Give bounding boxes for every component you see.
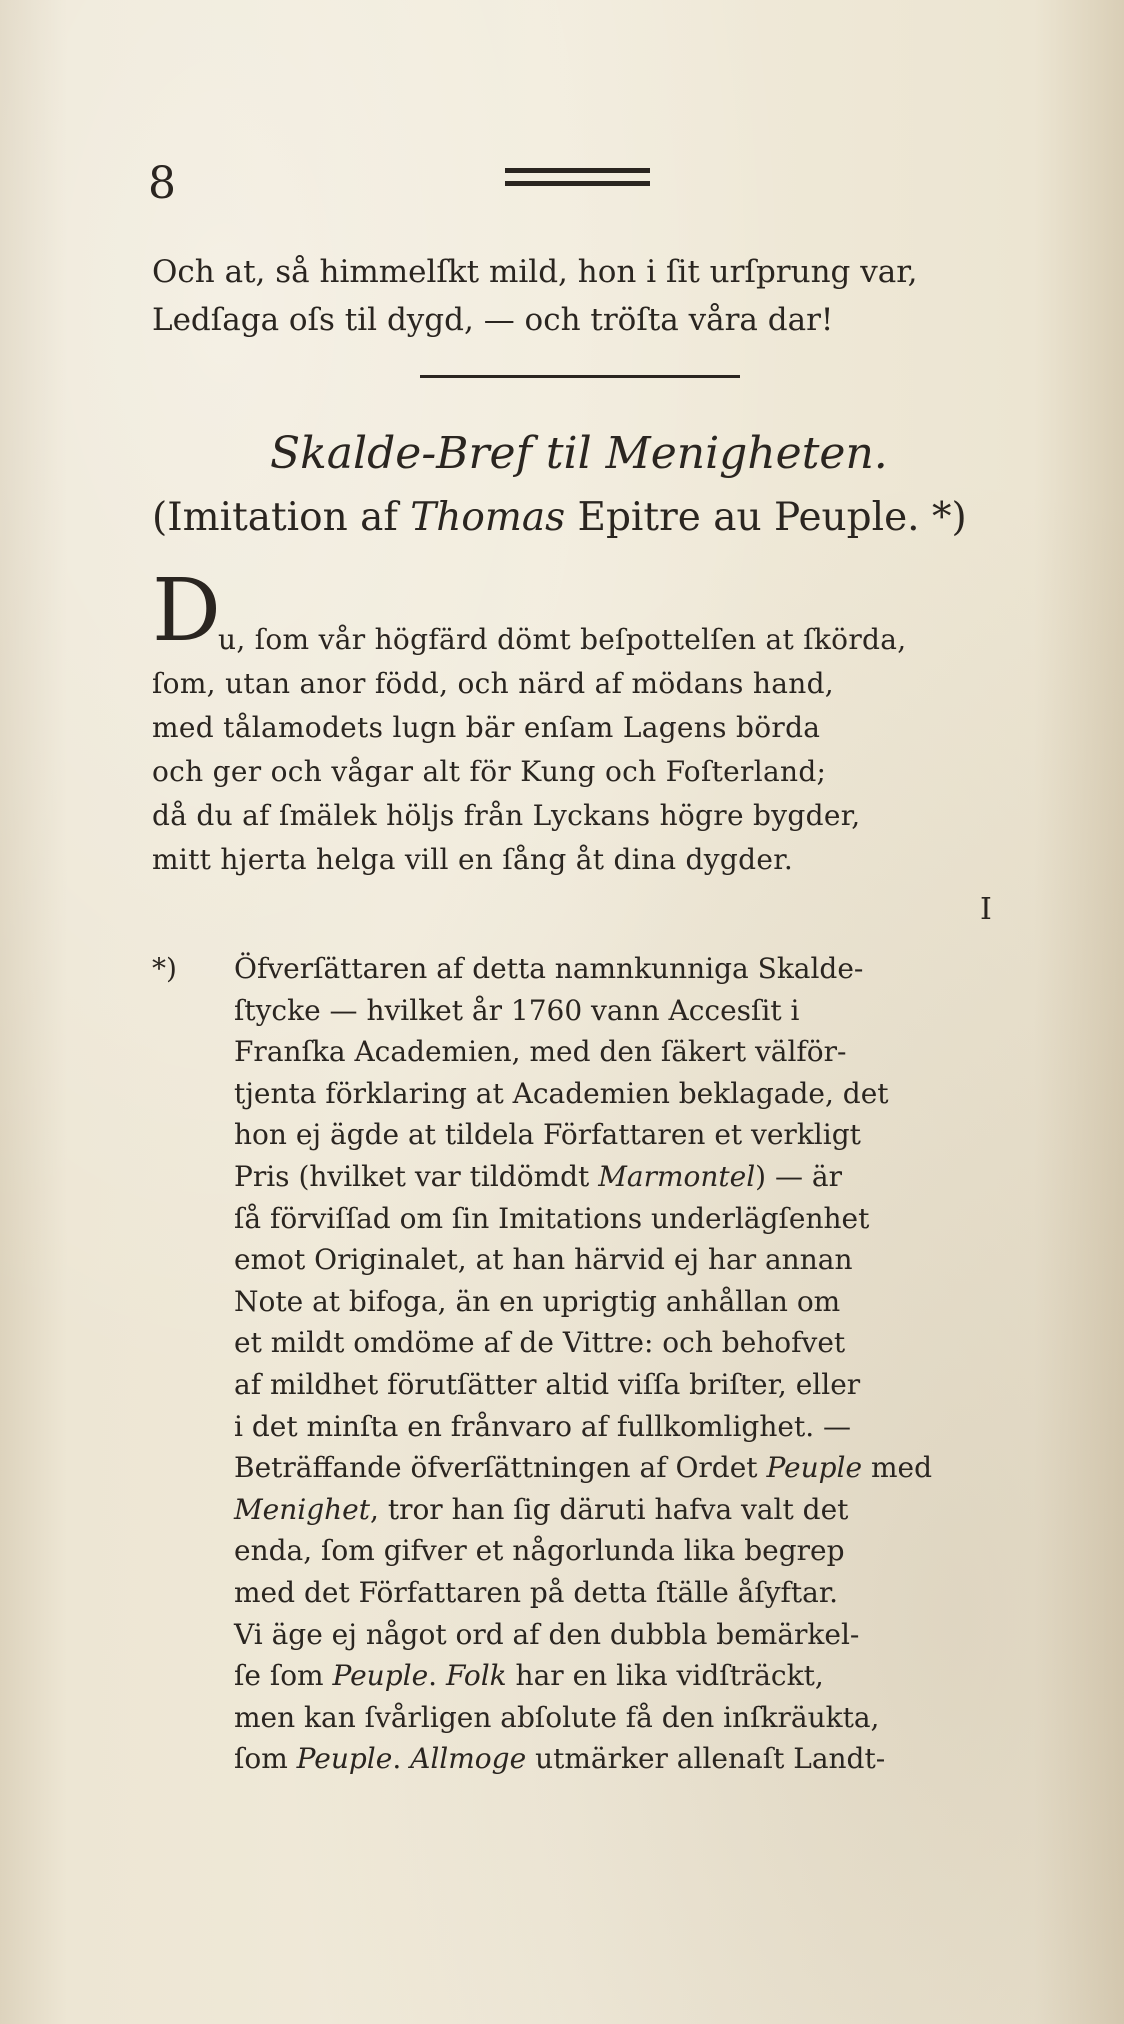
verse-continuation xyxy=(152,248,1032,344)
poem-line: med tålamodets lugn bär enſam Lagens börda xyxy=(152,711,821,744)
footnote-text: ſå förviſſad om ſin Imitations underlägſenhet xyxy=(234,1201,870,1235)
catchword: I xyxy=(980,892,992,927)
footnote-marker: *) xyxy=(152,952,177,985)
footnote-text: har en lika vidſträckt, xyxy=(506,1659,824,1693)
footnote-line xyxy=(152,1614,1022,1656)
footnote-line xyxy=(152,1738,1022,1780)
footnote-line xyxy=(152,1322,1022,1364)
footnote-italic-text: Allmoge xyxy=(410,1742,527,1776)
footnote-line xyxy=(152,990,1022,1032)
footnote-text: af mildhet förutſätter altid viſſa briſter, eller xyxy=(234,1367,861,1401)
drop-cap: D xyxy=(152,561,221,661)
poem-line: då du af ſmälek höljs från Lyckans högre bygder, xyxy=(152,799,861,832)
poem-line: ſom, utan anor född, och närd af mödans hand, xyxy=(152,667,834,700)
footnote-text: utmärker allenaſt Landt- xyxy=(526,1742,886,1776)
poem-subtitle xyxy=(152,495,967,540)
footnote-text: i det minſta en frånvaro af fullkomlighet. — xyxy=(234,1409,852,1443)
footnote-text: ) — är xyxy=(755,1159,842,1193)
footnote-text: Beträffande öfverſättningen af Ordet xyxy=(234,1451,767,1485)
poem-line: u, ſom vår högfärd dömt beſpottelſen at ſkörda, xyxy=(218,623,907,656)
verse-line: Och at, så himmelſkt mild, hon i ſit urſprung var, xyxy=(152,254,918,290)
footnote-line xyxy=(152,1447,1022,1489)
subtitle-text: Epitre au Peuple. *) xyxy=(565,495,967,540)
footnote-italic-text: Folk xyxy=(445,1659,507,1693)
footnote-text: med xyxy=(862,1451,933,1485)
footnote-line xyxy=(152,1655,1022,1697)
footnote-text: Vi äge ej något ord af den dubbla bemärkel- xyxy=(234,1617,860,1651)
footnote xyxy=(152,948,1022,1780)
footnote-line xyxy=(152,1239,1022,1281)
footnote-italic-text: Peuple xyxy=(332,1659,429,1693)
subtitle-author: Thomas xyxy=(410,495,566,540)
footnote-line xyxy=(152,1364,1022,1406)
footnote-italic-text: Peuple xyxy=(766,1451,863,1485)
footnote-line xyxy=(152,1156,1022,1198)
footnote-text: emot Originalet, at han härvid ej har annan xyxy=(234,1243,853,1277)
footnote-italic-text: Menighet xyxy=(234,1492,371,1526)
footnote-line xyxy=(152,948,1022,990)
footnote-line xyxy=(152,1489,1022,1531)
poem-lines xyxy=(152,618,1032,882)
footnote-text: ſe ſom xyxy=(234,1659,333,1693)
footnote-line xyxy=(152,1572,1022,1614)
footnote-line xyxy=(152,1406,1022,1448)
footnote-text: et mildt omdöme af de Vittre: och behofvet xyxy=(234,1326,846,1360)
footnote-text: . xyxy=(392,1742,411,1776)
footnote-text: hon ej ägde at tildela Författaren et verkligt xyxy=(234,1118,861,1152)
footnote-text: men kan ſvårligen abſolute få den inſkräukta, xyxy=(234,1700,880,1734)
footnote-text: Pris (hvilket var tildömdt xyxy=(234,1159,599,1193)
footnote-line xyxy=(152,1697,1022,1739)
page-number: 8 xyxy=(148,158,176,209)
footnote-line xyxy=(152,1031,1022,1073)
footnote-text: . xyxy=(428,1659,446,1693)
poem-line: mitt hjerta helga vill en ſång åt dina dygder. xyxy=(152,843,794,876)
poem-title: Skalde-Bref til Menigheten. xyxy=(270,428,888,479)
footnote-italic-text: Marmontel xyxy=(598,1159,756,1193)
footnote-text: Note at bifoga, än en uprigtig anhållan om xyxy=(234,1284,841,1318)
footnote-text: , tror han ſig däruti hafva valt det xyxy=(370,1492,849,1526)
footnote-italic-text: Peuple xyxy=(296,1742,393,1776)
footnote-text: ſom xyxy=(234,1742,297,1776)
footnote-text: Franſka Academien, med den ſäkert välför- xyxy=(234,1035,847,1069)
footnote-line xyxy=(152,1114,1022,1156)
verse-line: Ledſaga oſs til dygd, — och tröſta våra dar! xyxy=(152,302,834,338)
header-double-rule xyxy=(505,168,650,186)
footnote-line xyxy=(152,1281,1022,1323)
footnote-text: ſtycke — hvilket år 1760 vann Accesſit i xyxy=(234,993,800,1027)
footnote-line xyxy=(152,1530,1022,1572)
footnote-text: med det Författaren på detta ſtälle åſyftar. xyxy=(234,1575,839,1609)
subtitle-text: (Imitation af xyxy=(152,495,411,540)
footnote-line xyxy=(152,1198,1022,1240)
footnote-line xyxy=(152,1073,1022,1115)
poem-line: och ger och vågar alt för Kung och Foſterland; xyxy=(152,755,827,788)
footnote-text: enda, ſom gifver et någorlunda lika begrep xyxy=(234,1534,845,1568)
footnote-text: tjenta förklaring at Academien beklagade, det xyxy=(234,1076,889,1110)
section-divider-rule xyxy=(420,375,740,378)
footnote-text: Öfverſättaren af detta namnkunniga Skalde- xyxy=(234,952,864,985)
